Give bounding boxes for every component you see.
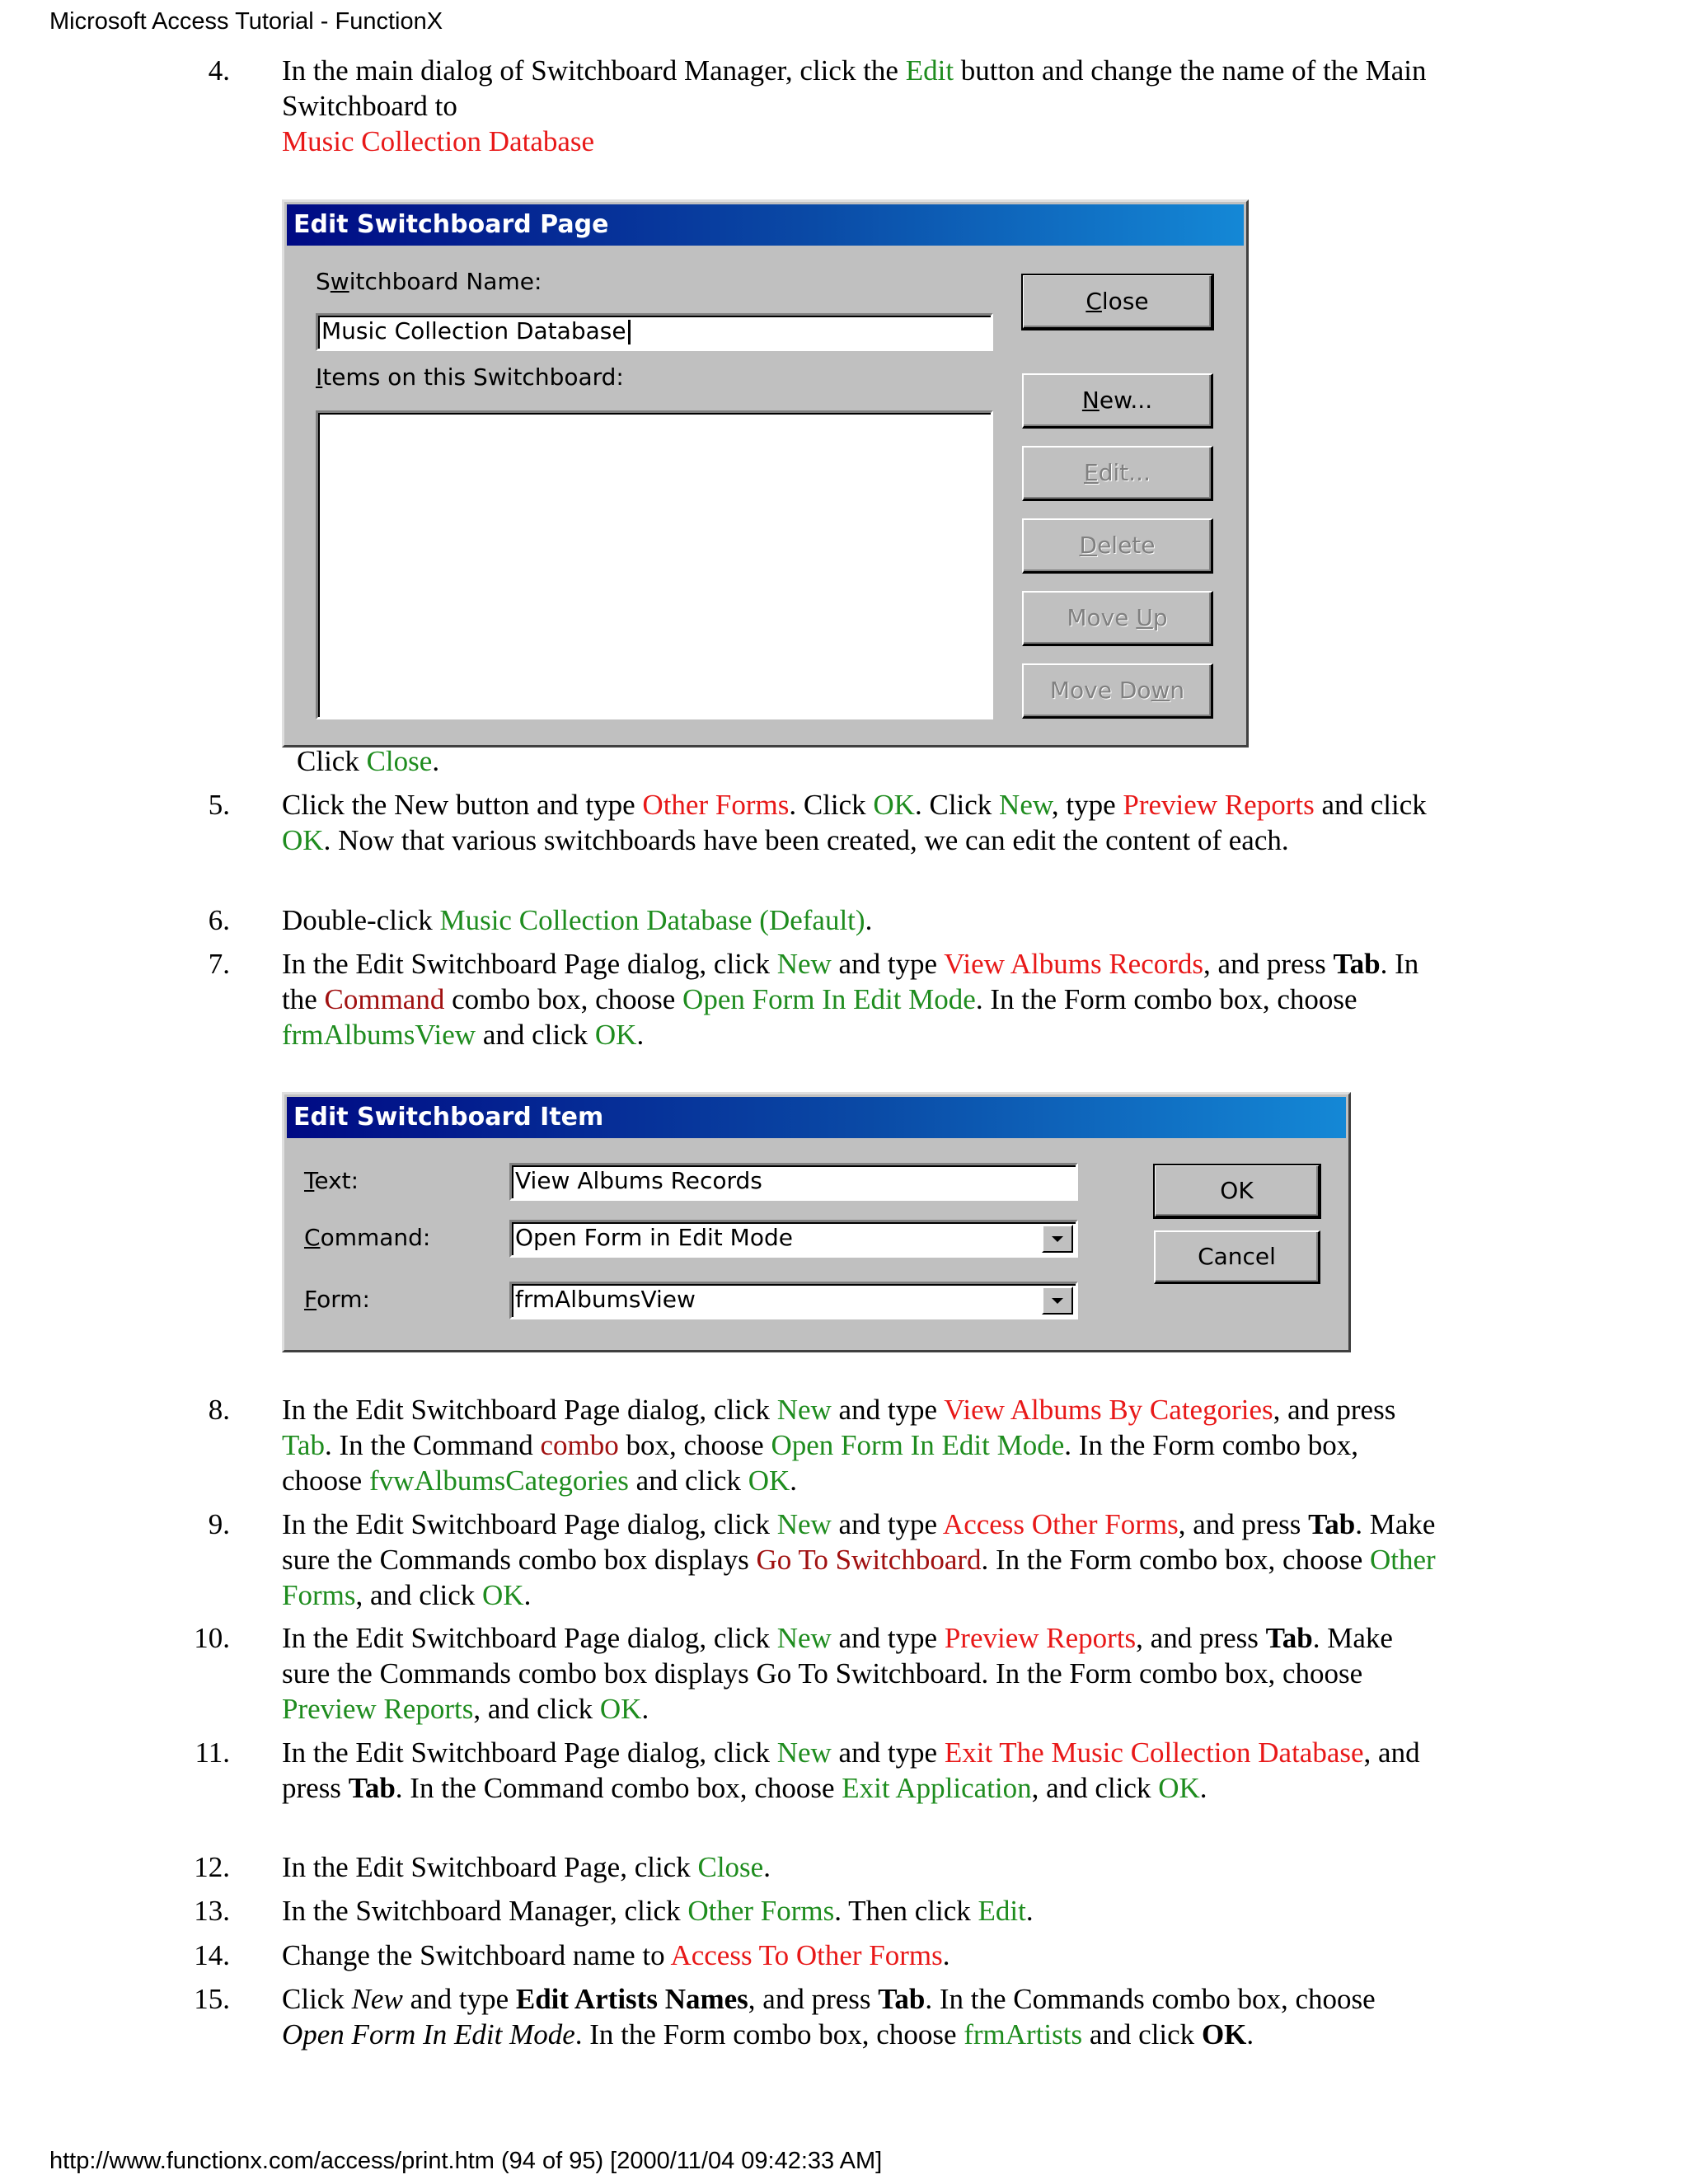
step-number: 15.	[194, 1983, 230, 2015]
step-9: 9. In the Edit Switchboard Page dialog, click New and type Access Other Forms, and press Tab. Make sure the Commands combo box displays Go To Switchboard. In the Form combo box, choose Other Forms, and click OK.	[227, 1507, 1438, 1613]
step-8: 8. In the Edit Switchboard Page dialog, click New and type View Albums By Categories, and press Tab. In the Command combo box, choose Open Form In Edit Mode. In the Form combo box, choose fvwAlbumsCategories and click OK.	[227, 1392, 1438, 1498]
step-4	[208, 53, 1438, 159]
cancel-button[interactable]: Cancel	[1154, 1230, 1320, 1284]
form-label: Form:	[304, 1286, 370, 1313]
move-up-button[interactable]: Move Up	[1022, 591, 1213, 646]
step-14: 14. Change the Switchboard name to Access To Other Forms.	[227, 1938, 1438, 1973]
step-12: 12. In the Edit Switchboard Page, click Close.	[227, 1849, 1438, 1885]
step-6: 6. Double-click Music Collection Database (Default).	[227, 902, 1438, 938]
click-close-note: Click Close.	[297, 745, 440, 777]
items-label: Items on this Switchboard:	[316, 363, 624, 391]
highlight-edit: Edit	[905, 54, 954, 87]
form-combo[interactable]: frmAlbumsView	[509, 1282, 1078, 1319]
step-15: 15. Click New and type Edit Artists Names, and press Tab. In the Commands combo box, choose Open Form In Edit Mode. In the Form combo box, choose frmArtists and click OK.	[227, 1981, 1438, 2052]
highlight-close: Close	[366, 745, 433, 777]
items-listbox[interactable]	[316, 410, 993, 719]
dialog-title: Edit Switchboard Page	[287, 204, 1244, 246]
text-label: Text:	[304, 1167, 359, 1194]
command-combo[interactable]: Open Form in Edit Mode	[509, 1220, 1078, 1258]
step-number: 12.	[194, 1851, 230, 1883]
text-input[interactable]: View Albums Records	[509, 1163, 1078, 1201]
dropdown-arrow-icon[interactable]	[1042, 1286, 1073, 1315]
new-button[interactable]: New...	[1022, 373, 1213, 429]
step-13: 13. In the Switchboard Manager, click Other Forms. Then click Edit.	[227, 1893, 1438, 1929]
step-number: 14.	[194, 1939, 230, 1971]
edit-switchboard-item-dialog	[282, 1092, 1351, 1352]
step-number: 10.	[194, 1622, 230, 1654]
step-7: 7. In the Edit Switchboard Page dialog, click New and type View Albums Records, and press Tab. In the Command combo box, choose Open Form In Edit Mode. In the Form combo box, choose frmAlbumsView and click OK.	[227, 946, 1438, 1052]
step-number: 8.	[208, 1394, 230, 1426]
close-button[interactable]: Close	[1022, 274, 1213, 330]
highlight-name: Music Collection Database	[282, 125, 595, 157]
move-down-button[interactable]: Move Down	[1022, 663, 1213, 719]
step-11: 11. In the Edit Switchboard Page dialog, click New and type Exit The Music Collection Database, and press Tab. In the Command combo box, choose Exit Application, and click OK.	[227, 1735, 1438, 1806]
step-number: 4.	[208, 54, 230, 87]
edit-button[interactable]: Edit...	[1022, 446, 1213, 501]
step-number: 5.	[208, 789, 230, 821]
step-number: 11.	[195, 1736, 230, 1769]
page-header: Microsoft Access Tutorial - FunctionX	[49, 8, 443, 35]
page-footer-url: http://www.functionx.com/access/print.htm (94 of 95) [2000/11/04 09:42:33 AM]	[49, 2148, 883, 2174]
step-number: 9.	[208, 1508, 230, 1540]
switchboard-name-input[interactable]: Music Collection Database	[316, 313, 993, 351]
step-number: 13.	[194, 1895, 230, 1927]
edit-switchboard-page-dialog	[282, 199, 1249, 748]
step-number: 7.	[208, 948, 230, 980]
switchboard-name-label: Switchboard Name:	[316, 268, 542, 295]
step-5: 5. Click the New button and type Other Forms. Click OK. Click New, type Preview Reports and click OK. Now that various switchboards have been created, we can edit the content of each.	[227, 787, 1438, 858]
step-10: 10. In the Edit Switchboard Page dialog, click New and type Preview Reports, and press Tab. Make sure the Commands combo box displays Go To Switchboard. In the Form combo box, choose Preview Reports, and click OK.	[227, 1620, 1438, 1727]
dialog-title: Edit Switchboard Item	[287, 1097, 1346, 1138]
ok-button[interactable]: OK	[1154, 1165, 1320, 1218]
step-text: button and change the name of the Main Switchboard to	[282, 54, 1427, 122]
dropdown-arrow-icon[interactable]	[1042, 1225, 1073, 1253]
step-number: 6.	[208, 904, 230, 936]
command-label: Command:	[304, 1224, 431, 1251]
delete-button[interactable]: Delete	[1022, 518, 1213, 574]
text-caret	[628, 320, 631, 344]
step-text: In the main dialog of Switchboard Manager, click the	[282, 54, 906, 87]
